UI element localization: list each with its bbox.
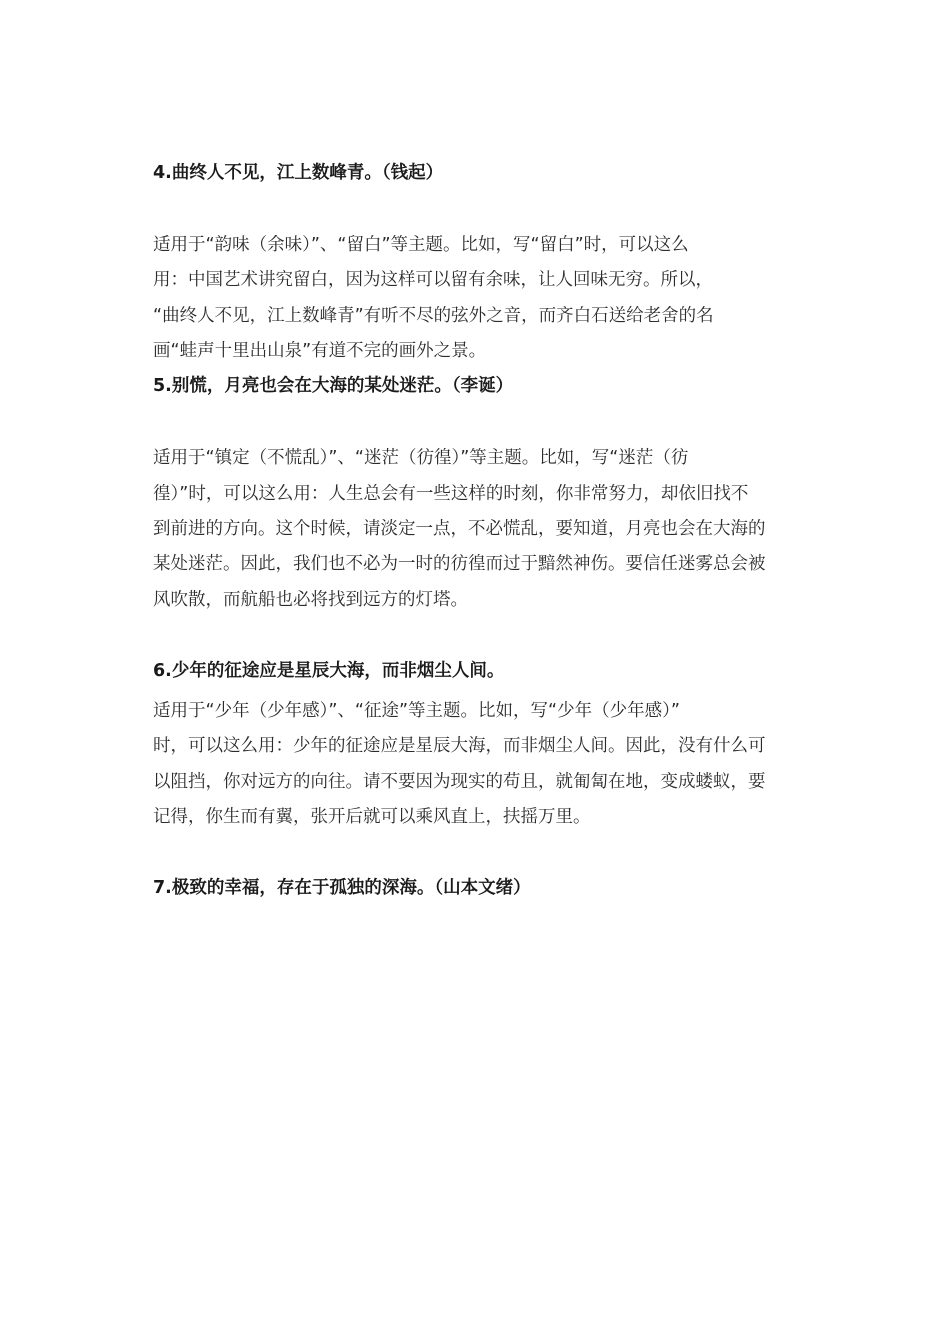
section-4-line-2: 用：中国艺术讲究留白，因为这样可以留有余味，让人回味无穷。所以， [153, 270, 713, 290]
section-5-line-3: 到前进的方向。这个时候，请淡定一点，不必慌乱，要知道，月亮也会在大海的 [153, 519, 766, 539]
section-4-line-1: 适用于“韵味（余味）”、“留白”等主题。比如，写“留白”时，可以这么 [153, 235, 689, 255]
section-4-line-3: “曲终人不见，江上数峰青”有听不尽的弦外之音，而齐白石送给老舍的名 [153, 306, 714, 326]
section-heading-7: 7.极致的幸福，存在于孤独的深海。（山本文绪） [153, 878, 531, 898]
section-heading-6: 6.少年的征途应是星辰大海，而非烟尘人间。 [153, 661, 505, 681]
section-4-line-4: 画“蛙声十里出山泉”有道不完的画外之景。 [153, 341, 487, 361]
section-heading-5: 5.别慌，月亮也会在大海的某处迷茫。（李诞） [153, 376, 514, 396]
section-6-line-3: 以阻挡，你对远方的向往。请不要因为现实的苟且，就匍匐在地，变成蝼蚁，要 [153, 772, 766, 792]
section-5-line-2: 徨）”时，可以这么用：人生总会有一些这样的时刻，你非常努力，却依旧找不 [153, 484, 749, 504]
section-6-line-2: 时，可以这么用：少年的征途应是星辰大海，而非烟尘人间。因此，没有什么可 [153, 736, 766, 756]
section-6-line-4: 记得，你生而有翼，张开后就可以乘风直上，扶摇万里。 [153, 807, 591, 827]
section-5-line-1: 适用于“镇定（不慌乱）”、“迷茫（彷徨）”等主题。比如，写“迷茫（彷 [153, 448, 689, 468]
section-6-line-1: 适用于“少年（少年感）”、“征途”等主题。比如，写“少年（少年感）” [153, 701, 680, 721]
section-5-line-5: 风吹散，而航船也必将找到远方的灯塔。 [153, 590, 468, 610]
section-heading-4: 4.曲终人不见，江上数峰青。（钱起） [153, 163, 444, 183]
section-5-line-4: 某处迷茫。因此，我们也不必为一时的彷徨而过于黯然神伤。要信任迷雾总会被 [153, 554, 766, 574]
